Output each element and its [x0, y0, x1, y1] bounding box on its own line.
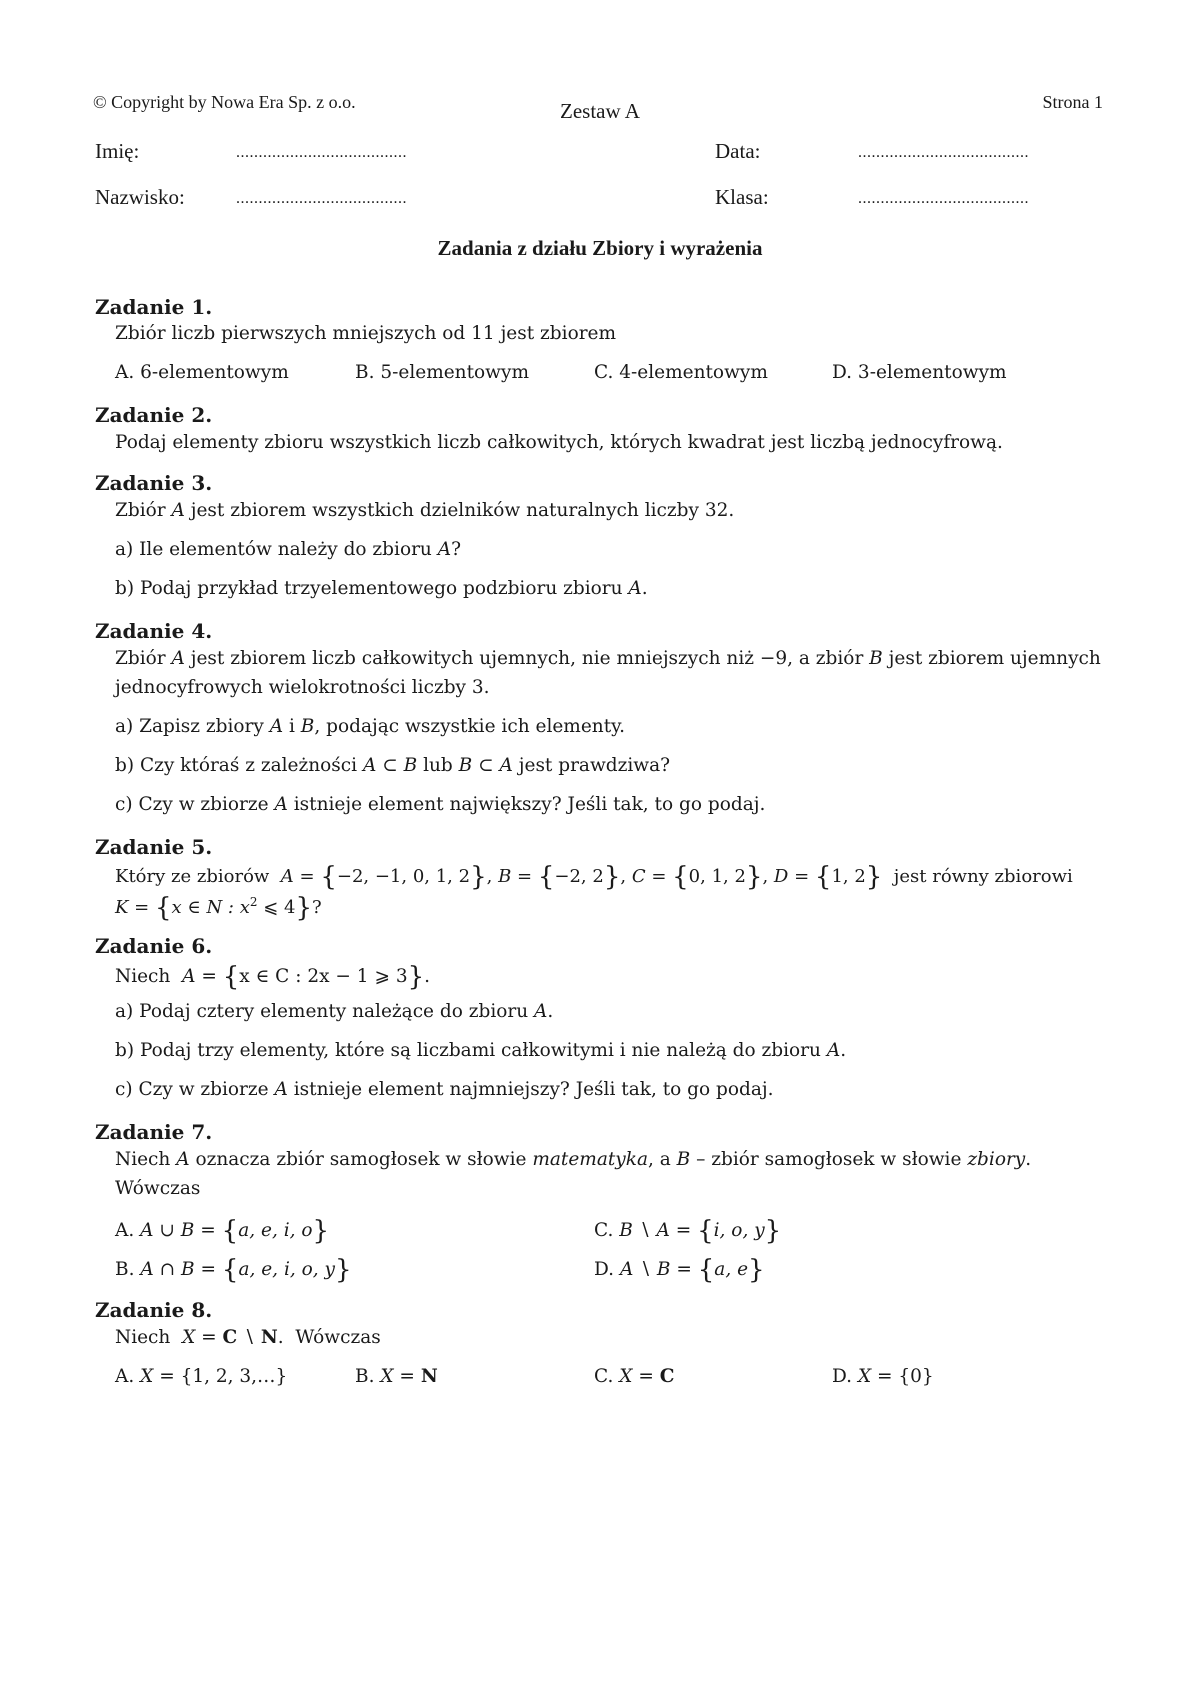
task-8-option-a[interactable]: A. X = {1, 2, 3,…} — [115, 1366, 288, 1387]
task-6-heading: Zadanie 6. — [95, 934, 213, 958]
task-7-option-a[interactable]: A. A ∪ B = {a, e, i, o} — [115, 1216, 330, 1246]
imie-field[interactable]: ...................................... — [236, 144, 407, 161]
task-8-option-b[interactable]: B. X = N — [355, 1366, 438, 1387]
task-3-sub-a: a) Ile elementów należy do zbioru A? — [115, 539, 462, 560]
task-8-text: Niech X = C ∖ N. Wówczas — [115, 1327, 381, 1348]
nazwisko-label: Nazwisko: — [95, 185, 185, 209]
task-5-heading: Zadanie 5. — [95, 835, 213, 859]
task-6-sub-b: b) Podaj trzy elementy, które są liczbami całkowitymi i nie należą do zbioru A. — [115, 1040, 847, 1061]
klasa-label: Klasa: — [715, 185, 769, 209]
task-2-text: Podaj elementy zbioru wszystkich liczb całkowitych, których kwadrat jest liczbą jednocyfrową. — [115, 432, 1003, 453]
task-5-text-line-1: Który ze zbiorów A = {−2, −1, 0, 1, 2}, B = {−2, 2}, C = {0, 1, 2}, D = {1, 2} jest równy zbiorowi — [115, 862, 1073, 892]
task-7-heading: Zadanie 7. — [95, 1120, 213, 1144]
task-7-option-b[interactable]: B. A ∩ B = {a, e, i, o, y} — [115, 1255, 352, 1285]
task-1-option-b[interactable]: B. 5-elementowym — [355, 362, 529, 383]
task-7-text-line-2: Wówczas — [115, 1178, 201, 1199]
task-4-text-line-2: jednocyfrowych wielokrotności liczby 3. — [115, 677, 490, 698]
set-label: Zestaw A — [560, 99, 640, 123]
task-6-sub-a: a) Podaj cztery elementy należące do zbioru A. — [115, 1001, 554, 1022]
nazwisko-field[interactable]: ...................................... — [236, 190, 407, 207]
task-4-sub-a: a) Zapisz zbiory A i B, podając wszystkie ich elementy. — [115, 716, 626, 737]
task-1-text: Zbiór liczb pierwszych mniejszych od 11 jest zbiorem — [115, 323, 617, 344]
copyright-note: © Copyright by Nowa Era Sp. z o.o. — [93, 92, 356, 112]
task-4-sub-c: c) Czy w zbiorze A istnieje element największy? Jeśli tak, to go podaj. — [115, 794, 766, 815]
task-4-heading: Zadanie 4. — [95, 619, 213, 643]
page-title: Zadania z działu Zbiory i wyrażenia — [437, 236, 763, 260]
task-5-text-line-2: K = {x ∈ N : $x^2$ ⩽ 4}? — [115, 893, 322, 923]
imie-label: Imię: — [95, 139, 140, 163]
data-label: Data: — [715, 139, 761, 163]
task-3-text: Zbiór A jest zbiorem wszystkich dzielników naturalnych liczby 32. — [115, 500, 735, 521]
task-7-option-c[interactable]: C. B ∖ A = {i, o, y} — [594, 1216, 782, 1246]
task-6-sub-c: c) Czy w zbiorze A istnieje element najmniejszy? Jeśli tak, to go podaj. — [115, 1079, 774, 1100]
task-8-heading: Zadanie 8. — [95, 1298, 213, 1322]
task-6-text: Niech A = {x ∈ C : 2x − 1 ⩾ 3}. — [115, 962, 431, 992]
task-2-heading: Zadanie 2. — [95, 403, 213, 427]
task-3-sub-b: b) Podaj przykład trzyelementowego podzbioru zbioru A. — [115, 578, 648, 599]
data-field[interactable]: ...................................... — [858, 144, 1029, 161]
task-1-option-a[interactable]: A. 6-elementowym — [115, 362, 289, 383]
task-7-text-line-1: Niech A oznacza zbiór samogłosek w słowie matematyka, a B – zbiór samogłosek w słowie zbiory. — [115, 1149, 1032, 1170]
task-4-sub-b: b) Czy któraś z zależności A ⊂ B lub B ⊂ A jest prawdziwa? — [115, 755, 671, 776]
page-number: Strona 1 — [1042, 92, 1103, 112]
task-1-option-c[interactable]: C. 4-elementowym — [594, 362, 768, 383]
task-8-option-d[interactable]: D. X = {0} — [832, 1366, 934, 1387]
task-4-text-line-1: Zbiór A jest zbiorem liczb całkowitych ujemnych, nie mniejszych niż −9, a zbiór B jest zbiorem ujemnych — [115, 648, 1101, 669]
klasa-field[interactable]: ...................................... — [858, 190, 1029, 207]
task-1-heading: Zadanie 1. — [95, 295, 213, 319]
task-1-option-d[interactable]: D. 3-elementowym — [832, 362, 1007, 383]
task-7-option-d[interactable]: D. A ∖ B = {a, e} — [594, 1255, 765, 1285]
task-3-heading: Zadanie 3. — [95, 471, 213, 495]
task-8-option-c[interactable]: C. X = C — [594, 1366, 675, 1387]
